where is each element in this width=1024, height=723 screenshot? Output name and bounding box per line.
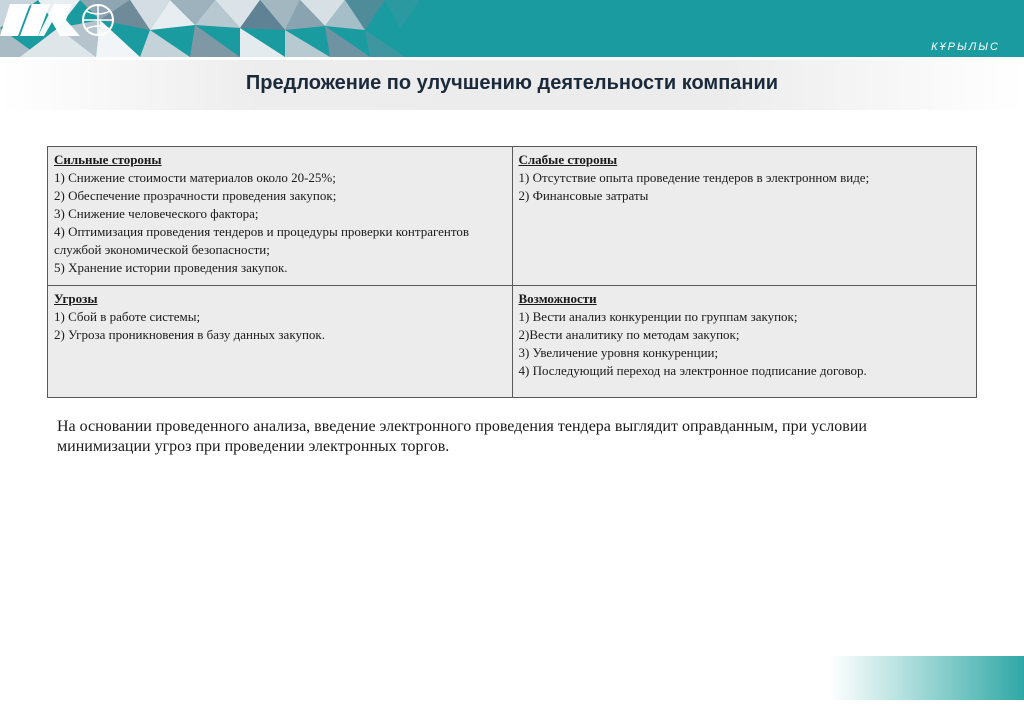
swot-table xyxy=(47,146,977,398)
weaknesses-title: Слабые стороны xyxy=(518,152,618,167)
threats-title: Угрозы xyxy=(54,291,98,306)
threats-cell xyxy=(48,286,513,398)
weaknesses-cell xyxy=(512,147,977,286)
company-logo xyxy=(0,0,120,48)
strengths-item: 3) Снижение человеческого фактора; xyxy=(54,206,259,221)
strengths-item: 5) Хранение истории проведения закупок. xyxy=(54,260,288,275)
strengths-cell xyxy=(48,147,513,286)
opportunities-item: 1) Вести анализ конкуренции по группам закупок; xyxy=(518,309,798,324)
logo-subtitle: КҰРЫЛЫС xyxy=(931,41,1000,53)
opportunities-item: 3) Увеличение уровня конкуренции; xyxy=(518,345,719,360)
threats-item: 2) Угроза проникновения в базу данных закупок. xyxy=(54,327,325,342)
weaknesses-item: 2) Финансовые затраты xyxy=(518,188,649,203)
page-title: Предложение по улучшению деятельности компании xyxy=(245,72,779,94)
threats-item: 1) Сбой в работе системы; xyxy=(54,309,201,324)
strengths-item: 1) Снижение стоимости материалов около 20-25%; xyxy=(54,170,336,185)
opportunities-cell xyxy=(512,286,977,398)
strengths-title: Сильные стороны xyxy=(54,152,162,167)
strengths-item: 4) Оптимизация проведения тендеров и процедуры проверки контрагентов службой экономической безопасности; xyxy=(54,224,470,257)
opportunities-title: Возможности xyxy=(518,291,597,306)
header-banner xyxy=(0,0,1024,57)
footer-accent-bar xyxy=(830,656,1024,700)
opportunities-item: 4) Последующий переход на электронное подписание договор. xyxy=(518,363,867,378)
weaknesses-item: 1) Отсутствие опыта проведение тендеров в электронном виде; xyxy=(518,170,870,185)
opportunities-item: 2)Вести аналитику по методам закупок; xyxy=(518,327,740,342)
strengths-item: 2) Обеспечение прозрачности проведения закупок; xyxy=(54,188,337,203)
conclusion-text: На основании проведенного анализа, введение электронного проведения тендера выглядит оправданным, при условии минимизации угроз при проведении электронных торгов. xyxy=(57,418,867,455)
